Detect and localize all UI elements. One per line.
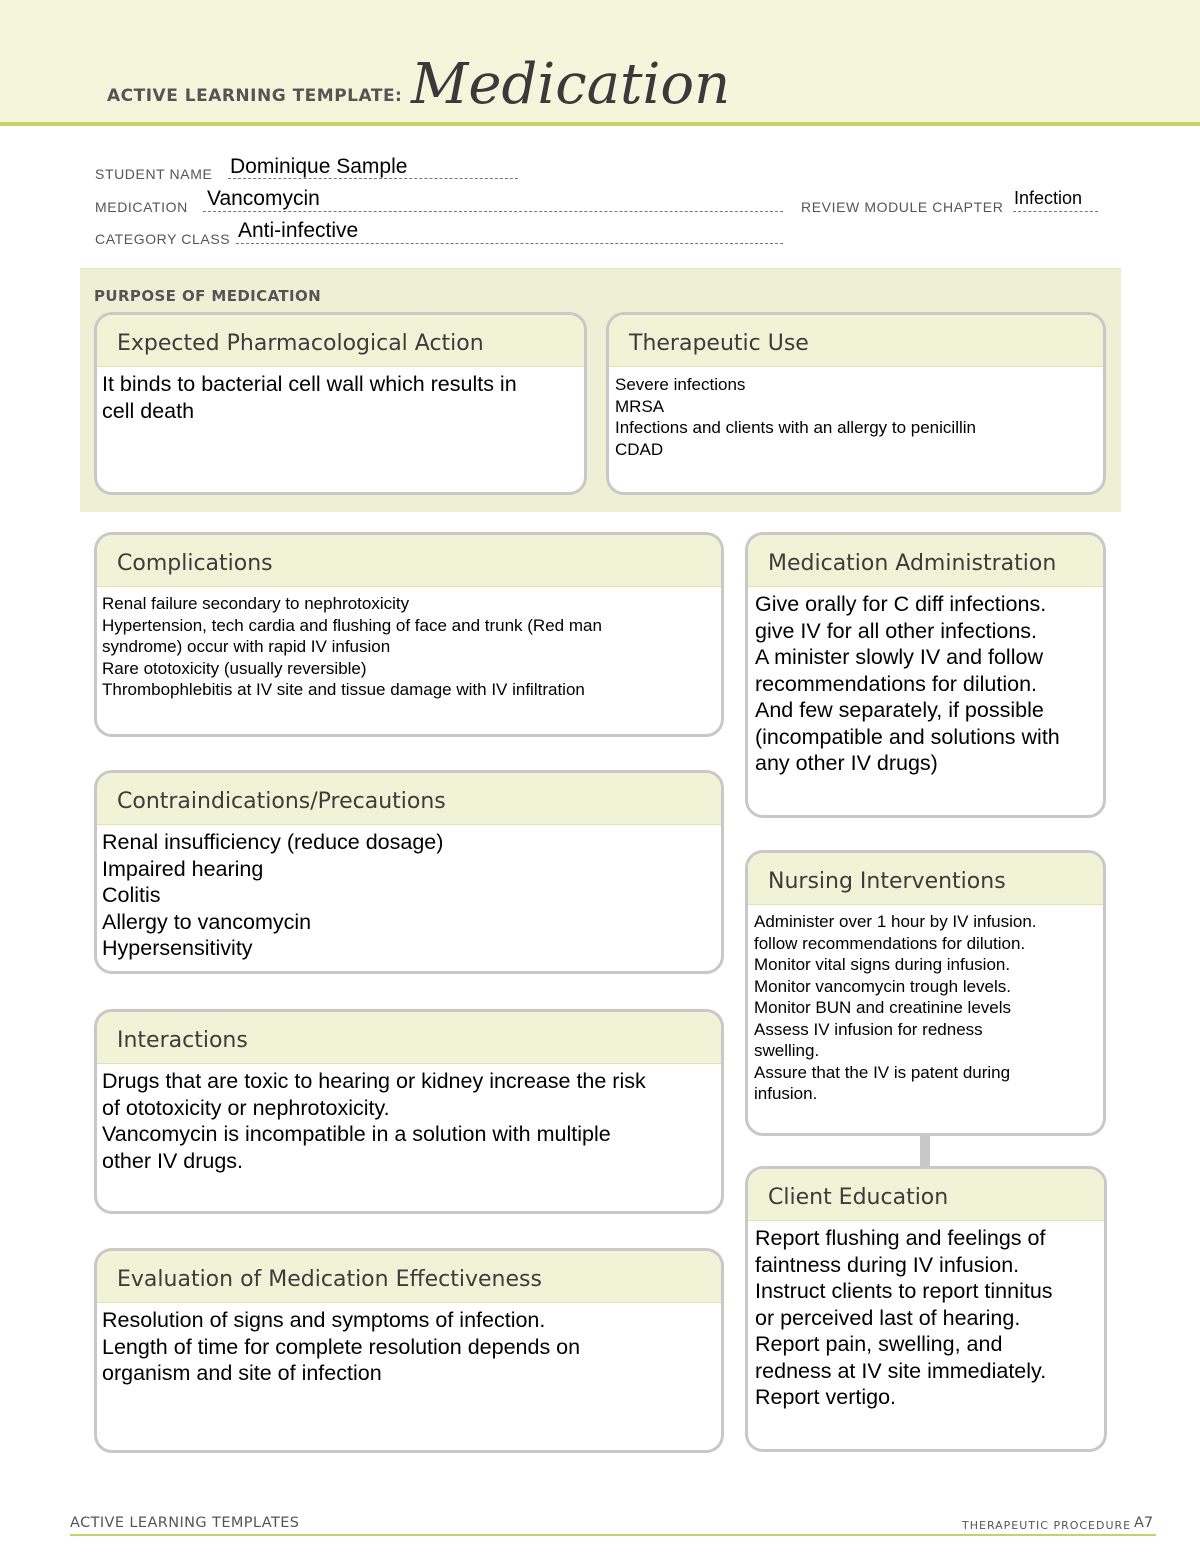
complications-title: Complications	[117, 551, 273, 576]
page-number: A7	[1134, 1515, 1154, 1531]
category-class-label: CATEGORY CLASS	[95, 231, 231, 247]
student-name-label: STUDENT NAME	[95, 166, 213, 182]
card-header	[748, 535, 1103, 587]
medication-line	[203, 211, 783, 212]
client-education-text[interactable]: Report flushing and feelings of faintness during IV infusion. Instruct clients to report tinnitus or perceived last of hearing. Report pain, swelling, and redness at IV site immediately. Report vertigo.	[755, 1226, 1053, 1409]
interactions-text[interactable]: Drugs that are toxic to hearing or kidney increase the risk of ototoxicity or nephrotoxicity. Vancomycin is incompatible in a solution with multiple other IV drugs.	[102, 1069, 646, 1173]
client-education-title: Client Education	[768, 1185, 949, 1210]
contraindications-text[interactable]: Renal insufficiency (reduce dosage) Impaired hearing Colitis Allergy to vancomycin Hypersensitivity	[102, 830, 444, 960]
page-title: Medication	[411, 52, 731, 117]
card-header	[97, 315, 584, 367]
evaluation-title: Evaluation of Medication Effectiveness	[117, 1267, 542, 1292]
review-module-chapter-label: REVIEW MODULE CHAPTER	[801, 199, 1004, 215]
evaluation-card	[94, 1248, 724, 1453]
interactions-title: Interactions	[117, 1028, 248, 1053]
expected-action-card	[94, 312, 587, 495]
card-header	[748, 853, 1103, 905]
client-education-card	[745, 1166, 1107, 1452]
nursing-interventions-text[interactable]: Administer over 1 hour by IV infusion. follow recommendations for dilution. Monitor vital signs during infusion. Monitor vancomycin trough levels. Monitor BUN and creatinine levels Assess IV infusion for redness swelling. Assure that the IV is patent during infusion.	[754, 912, 1037, 1103]
review-module-chapter-value: Infection	[1014, 188, 1083, 208]
footer-right-label: THERAPEUTIC PROCEDURE	[962, 1519, 1132, 1532]
medication-administration-title: Medication Administration	[768, 551, 1057, 576]
complications-text[interactable]: Renal failure secondary to nephrotoxicity Hypertension, tech cardia and flushing of face and trunk (Red man syndrome) occur with rapid IV infusion Rare ototoxicity (usually reversible) Thrombophlebitis at IV site and tissue damage with IV infiltration	[102, 594, 602, 699]
therapeutic-use-text[interactable]: Severe infections MRSA Infections and clients with an allergy to penicillin CDAD	[615, 375, 976, 459]
category-class-line	[236, 243, 783, 244]
therapeutic-use-title: Therapeutic Use	[629, 331, 809, 356]
template-label: ACTIVE LEARNING TEMPLATE:	[107, 86, 403, 106]
evaluation-text[interactable]: Resolution of signs and symptoms of infection. Length of time for complete resolution depends on organism and site of infection	[102, 1308, 581, 1385]
expected-action-text[interactable]: It binds to bacterial cell wall which results in cell death	[102, 372, 517, 423]
purpose-label: PURPOSE OF MEDICATION	[94, 287, 322, 305]
footer-rule	[70, 1534, 1156, 1536]
card-header	[97, 535, 721, 587]
category-class-value: Anti-infective	[238, 219, 359, 242]
medication-label: MEDICATION	[95, 199, 188, 215]
footer-left-label: ACTIVE LEARNING TEMPLATES	[70, 1515, 300, 1531]
contraindications-title: Contraindications/Precautions	[117, 789, 446, 814]
nursing-interventions-title: Nursing Interventions	[768, 869, 1006, 894]
card-header	[748, 1169, 1104, 1221]
card-connector	[920, 1133, 930, 1167]
medication-value: Vancomycin	[207, 187, 320, 210]
expected-action-title: Expected Pharmacological Action	[117, 331, 484, 356]
medication-administration-card	[745, 532, 1106, 818]
therapeutic-use-card	[606, 312, 1106, 495]
student-name-value: Dominique Sample	[230, 155, 408, 178]
contraindications-card	[94, 770, 724, 974]
card-header	[97, 1012, 721, 1064]
card-header	[609, 315, 1103, 367]
review-module-chapter-line	[1013, 211, 1098, 212]
nursing-interventions-card	[745, 850, 1106, 1136]
header-rule	[0, 122, 1200, 126]
card-header	[97, 1251, 721, 1303]
medication-administration-text[interactable]: Give orally for C diff infections. give IV for all other infections. A minister slowly IV and follow recommendations for dilution. And few separately, if possible (incompatible and solutions with any other IV drugs)	[755, 592, 1060, 775]
interactions-card	[94, 1009, 724, 1214]
card-header	[97, 773, 721, 825]
complications-card	[94, 532, 724, 737]
